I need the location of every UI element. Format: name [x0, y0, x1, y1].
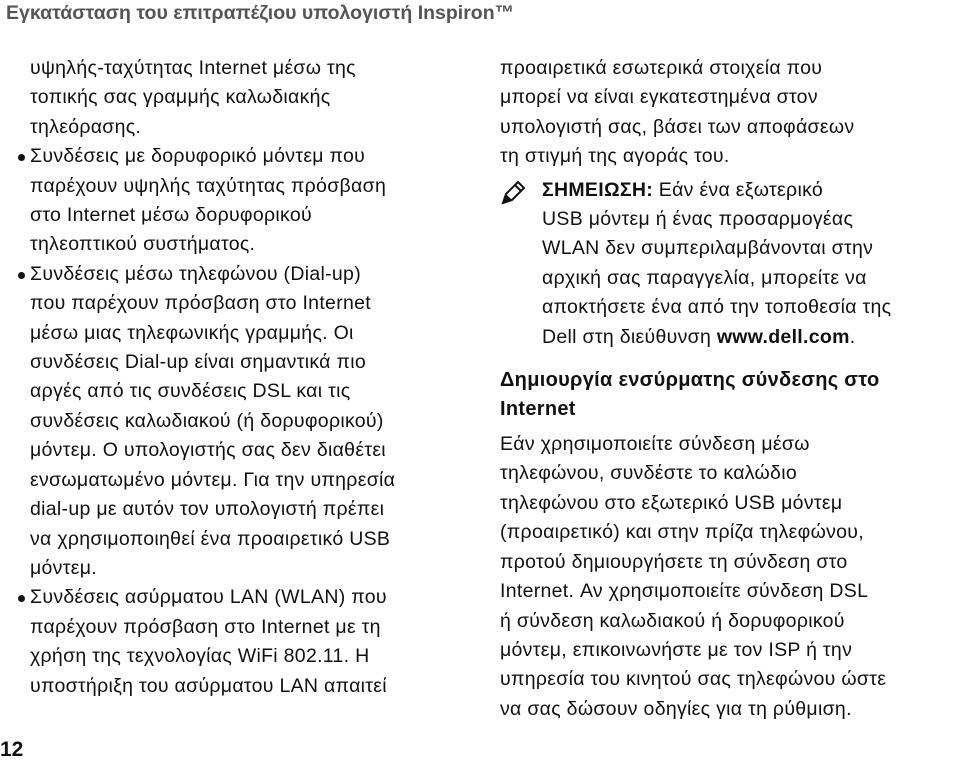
text-line: συνδέσεις καλωδιακού (ή δορυφορικού) [30, 409, 384, 432]
continuation-paragraph [30, 54, 470, 142]
text-line: αργές από τις συνδέσεις DSL και τις [30, 380, 351, 403]
page-header [0, 0, 960, 34]
note-pencil-icon [500, 180, 526, 206]
text-line: WLAN δεν συμπεριλαμβάνονται στην [542, 237, 874, 260]
text-line: Εάν ένα εξωτερικό [653, 178, 824, 201]
bullet-dot-icon [18, 154, 25, 161]
text-line: παρέχουν πρόσβαση στο Internet με τη [30, 615, 381, 638]
text-line: Συνδέσεις ασύρματου LAN (WLAN) που [30, 586, 387, 609]
text-line: Dell στη διεύθυνση [542, 325, 717, 348]
body-paragraph [500, 430, 950, 724]
text-line: αρχική σας παραγγελία, μπορείτε να [542, 266, 867, 289]
text-line: ενσωματωμένο μόντεμ. Για την υπηρεσία [30, 468, 396, 491]
text-line: τηλεφώνου στο εξωτερικό USB μόντεμ [500, 491, 843, 514]
bullet-item-dialup [30, 260, 470, 583]
text-line: ή σύνδεση καλωδιακού ή δορυφορικού [500, 609, 845, 632]
text-line: να σας δώσουν οδηγίες για τη ρύθμιση. [500, 697, 852, 720]
heading-line: Internet [500, 398, 576, 421]
text-line: τηλεοπτικού συστήματος. [30, 233, 256, 256]
text-line: μόντεμ, επικοινωνήστε με τον ISP ή την [500, 638, 853, 661]
text-line: USB μόντεμ ή ένας προσαρμογέας [542, 208, 854, 231]
text-line: υψηλής-ταχύτητας Internet μέσω της [30, 57, 356, 79]
bullet-item-wlan [30, 583, 470, 701]
text-line: μέσω μιας τηλεφωνικής γραμμής. Οι [30, 321, 354, 344]
heading-line: Δημιουργία ενσύρματης σύνδεσης στο [500, 369, 880, 392]
text-line: να χρησιμοποιηθεί ένα προαιρετικό USB [30, 527, 391, 550]
text-line: μπορεί να είναι εγκατεστημένα στον [500, 86, 818, 109]
text-line: Συνδέσεις με δορυφορικό μόντεμ που [30, 145, 366, 168]
text-line: παρέχουν υψηλής ταχύτητας πρόσβαση [30, 174, 387, 197]
text-line: μόντεμ. Ο υπολογιστής σας δεν διαθέτει [30, 439, 386, 462]
text-line: Εάν χρησιμοποιείτε σύνδεση μέσω [500, 433, 810, 456]
text-line: χρήση της τεχνολογίας WiFi 802.11. Η [30, 645, 370, 668]
bullet-dot-icon [18, 272, 25, 279]
text-line: στο Internet μέσω δορυφορικού [30, 204, 312, 227]
text-line: τηλεόρασης. [30, 115, 142, 138]
dell-website-link[interactable]: www.dell.com [716, 325, 850, 348]
text-line: τη στιγμή της αγοράς του. [500, 145, 730, 168]
text-line: προαιρετικά εσωτερικά στοιχεία που [500, 57, 823, 79]
text-line: τηλεφώνου, συνδέστε το καλώδιο [500, 462, 797, 485]
note-label: ΣΗΜΕΙΩΣΗ: [542, 178, 654, 201]
text-line: τοπικής σας γραμμής καλωδιακής [30, 86, 331, 109]
text-line: υποστήριξη του ασύρματου LAN απαιτεί [30, 674, 387, 697]
bullet-dot-icon [18, 595, 25, 602]
text-line: (προαιρετικό) και στην πρίζα τηλεφώνου, [500, 521, 864, 544]
text-line: προτού δημιουργήσετε τη σύνδεση στο [500, 550, 848, 573]
right-column [500, 54, 950, 724]
text-line: αποκτήσετε ένα από την τοποθεσία της [542, 296, 892, 319]
note-block [500, 176, 950, 352]
header-title: Εγκατάσταση του επιτραπέζιου υπολογιστή Inspiron™ [6, 2, 515, 24]
text-line: . [849, 325, 856, 348]
left-column [30, 54, 470, 701]
text-line: συνδέσεις Dial-up είναι σημαντικά πιο [30, 351, 366, 374]
text-line: dial-up με αυτόν τον υπολογιστή πρέπει [30, 498, 385, 521]
text-line: υπολογιστή σας, βάσει των αποφάσεων [500, 115, 855, 138]
continuation-paragraph [500, 54, 950, 172]
section-heading [500, 366, 950, 424]
text-line: Συνδέσεις μέσω τηλεφώνου (Dial-up) [30, 262, 361, 285]
text-line: μόντεμ. [30, 556, 97, 579]
bullet-item-satellite [30, 142, 470, 260]
text-line: υπηρεσία του κινητού σας τηλεφώνου ώστε [500, 668, 887, 691]
page-number: 12 [0, 738, 24, 761]
text-line: Internet. Αν χρησιμοποιείτε σύνδεση DSL [500, 580, 869, 603]
text-line: που παρέχουν πρόσβαση στο Internet [30, 292, 371, 315]
